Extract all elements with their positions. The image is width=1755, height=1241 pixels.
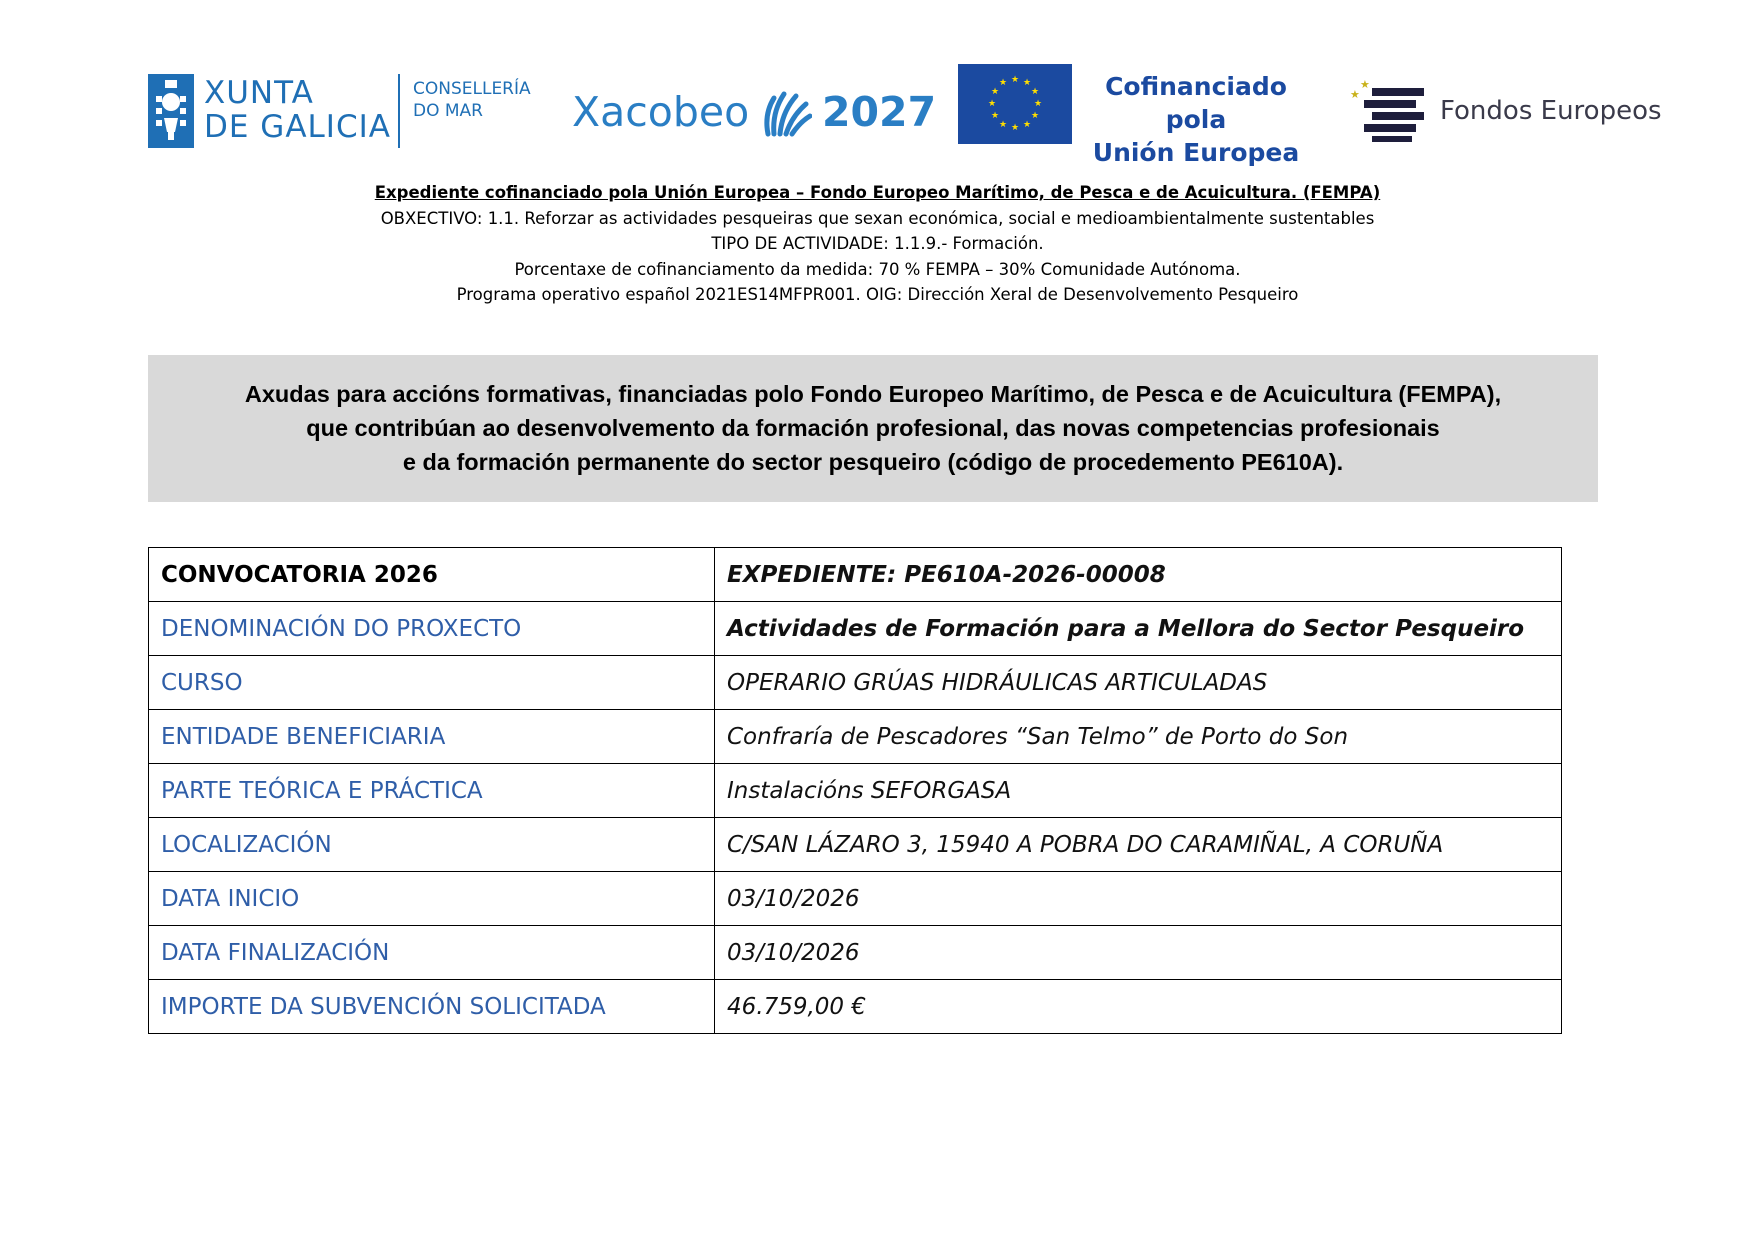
- title-box: [148, 355, 1598, 502]
- funding-header: [0, 180, 1755, 308]
- xunta-de-galicia-logo: [148, 74, 538, 150]
- svg-text:★: ★: [1010, 75, 1020, 85]
- row-label: LOCALIZACIÓN: [149, 818, 715, 872]
- row-value: OPERARIO GRÚAS HIDRÁULICAS ARTICULADAS: [715, 656, 1562, 710]
- xunta-line1: XUNTA: [204, 75, 314, 111]
- fondos-europeos-text: Fondos Europeos: [1440, 96, 1662, 126]
- row-value: 03/10/2026: [715, 872, 1562, 926]
- svg-text:★: ★: [998, 78, 1008, 88]
- title-line-3: e da formación permanente do sector pesqueiro (código de procedemento PE610A).: [402, 449, 1344, 475]
- row-value: Actividades de Formación para a Mellora do Sector Pesqueiro: [715, 602, 1562, 656]
- table-row: [149, 926, 1562, 980]
- header-line-4: Porcentaxe de cofinanciamento da medida: 70 % FEMPA – 30% Comunidade Autónoma.: [514, 259, 1241, 279]
- svg-text:★: ★: [1030, 111, 1040, 121]
- logo-divider: [398, 74, 400, 148]
- scallop-shell-icon: [760, 90, 812, 138]
- eu-flag-icon: [958, 64, 1072, 144]
- galicia-coat-of-arms-icon: [148, 74, 194, 148]
- header-line-1: Expediente cofinanciado pola Unión Europea – Fondo Europeo Marítimo, de Pesca e de Acuicultura. (FEMPA): [374, 183, 1381, 202]
- svg-text:★: ★: [1022, 78, 1032, 88]
- title-line-1: Axudas para accións formativas, financiadas polo Fondo Europeo Marítimo, de Pesca e de Acuicultura (FEMPA),: [244, 381, 1502, 407]
- row-label: IMPORTE DA SUBVENCIÓN SOLICITADA: [149, 980, 715, 1034]
- xacobeo-2027-logo: [572, 88, 937, 148]
- svg-text:★: ★: [990, 111, 1000, 121]
- svg-text:★: ★: [1360, 78, 1370, 91]
- fondos-europeos-icon: [1350, 78, 1432, 144]
- row-label: PARTE TEÓRICA E PRÁCTICA: [149, 764, 715, 818]
- xunta-line2: DE GALICIA: [204, 109, 391, 145]
- row-label: DENOMINACIÓN DO PROXECTO: [149, 602, 715, 656]
- svg-text:★: ★: [1030, 87, 1040, 97]
- svg-text:★: ★: [990, 87, 1000, 97]
- eu-cofinanced-text: [1086, 70, 1306, 169]
- row-label: ENTIDADE BENEFICIARIA: [149, 710, 715, 764]
- header-line-5: Programa operativo español 2021ES14MFPR001. OIG: Dirección Xeral de Desenvolvemento Pesqueiro: [456, 285, 1299, 304]
- svg-text:★: ★: [1010, 123, 1020, 133]
- svg-text:★: ★: [1022, 120, 1032, 130]
- table-row: [149, 818, 1562, 872]
- conselleria-wordmark: [413, 78, 531, 122]
- eu-cofinanced-logo: [958, 64, 1318, 167]
- fondos-europeos-logo: [1350, 78, 1745, 144]
- row-value: C/SAN LÁZARO 3, 15940 A POBRA DO CARAMIÑAL, A CORUÑA: [715, 818, 1562, 872]
- header-line-3: TIPO DE ACTIVIDADE: 1.1.9.- Formación.: [711, 234, 1044, 253]
- project-info-table: [148, 547, 1562, 1034]
- table-row: [149, 602, 1562, 656]
- row-value: EXPEDIENTE: PE610A-2026-00008: [715, 548, 1562, 602]
- svg-text:★: ★: [987, 99, 997, 109]
- eu-line1: Cofinanciado pola: [1105, 72, 1287, 134]
- xunta-wordmark: [204, 76, 391, 144]
- row-value: 03/10/2026: [715, 926, 1562, 980]
- conselleria-line2: DO MAR: [413, 101, 483, 121]
- table-row: [149, 710, 1562, 764]
- table-row: [149, 980, 1562, 1034]
- conselleria-line1: CONSELLERÍA: [413, 79, 531, 99]
- row-label: CONVOCATORIA 2026: [149, 548, 715, 602]
- svg-text:★: ★: [1033, 99, 1043, 109]
- svg-text:★: ★: [998, 120, 1008, 130]
- title-line-2: que contribúan ao desenvolvemento da formación profesional, das novas competencias profesionais: [306, 415, 1440, 441]
- svg-text:★: ★: [1350, 88, 1360, 101]
- xacobeo-year: 2027: [822, 88, 937, 136]
- table-row: [149, 548, 1562, 602]
- row-label: DATA INICIO: [149, 872, 715, 926]
- row-label: CURSO: [149, 656, 715, 710]
- row-value: 46.759,00 €: [715, 980, 1562, 1034]
- header-line-2: OBXECTIVO: 1.1. Reforzar as actividades pesqueiras que sexan económica, social e medioambientalmente sustentables: [380, 208, 1375, 228]
- row-value: Confraría de Pescadores “San Telmo” de Porto do Son: [715, 710, 1562, 764]
- table-row: [149, 656, 1562, 710]
- table-row: [149, 872, 1562, 926]
- row-value: Instalacións SEFORGASA: [715, 764, 1562, 818]
- xacobeo-word: Xacobeo: [572, 88, 750, 136]
- logo-band: [0, 0, 1755, 167]
- row-label: DATA FINALIZACIÓN: [149, 926, 715, 980]
- table-row: [149, 764, 1562, 818]
- eu-line2: Unión Europea: [1092, 138, 1300, 167]
